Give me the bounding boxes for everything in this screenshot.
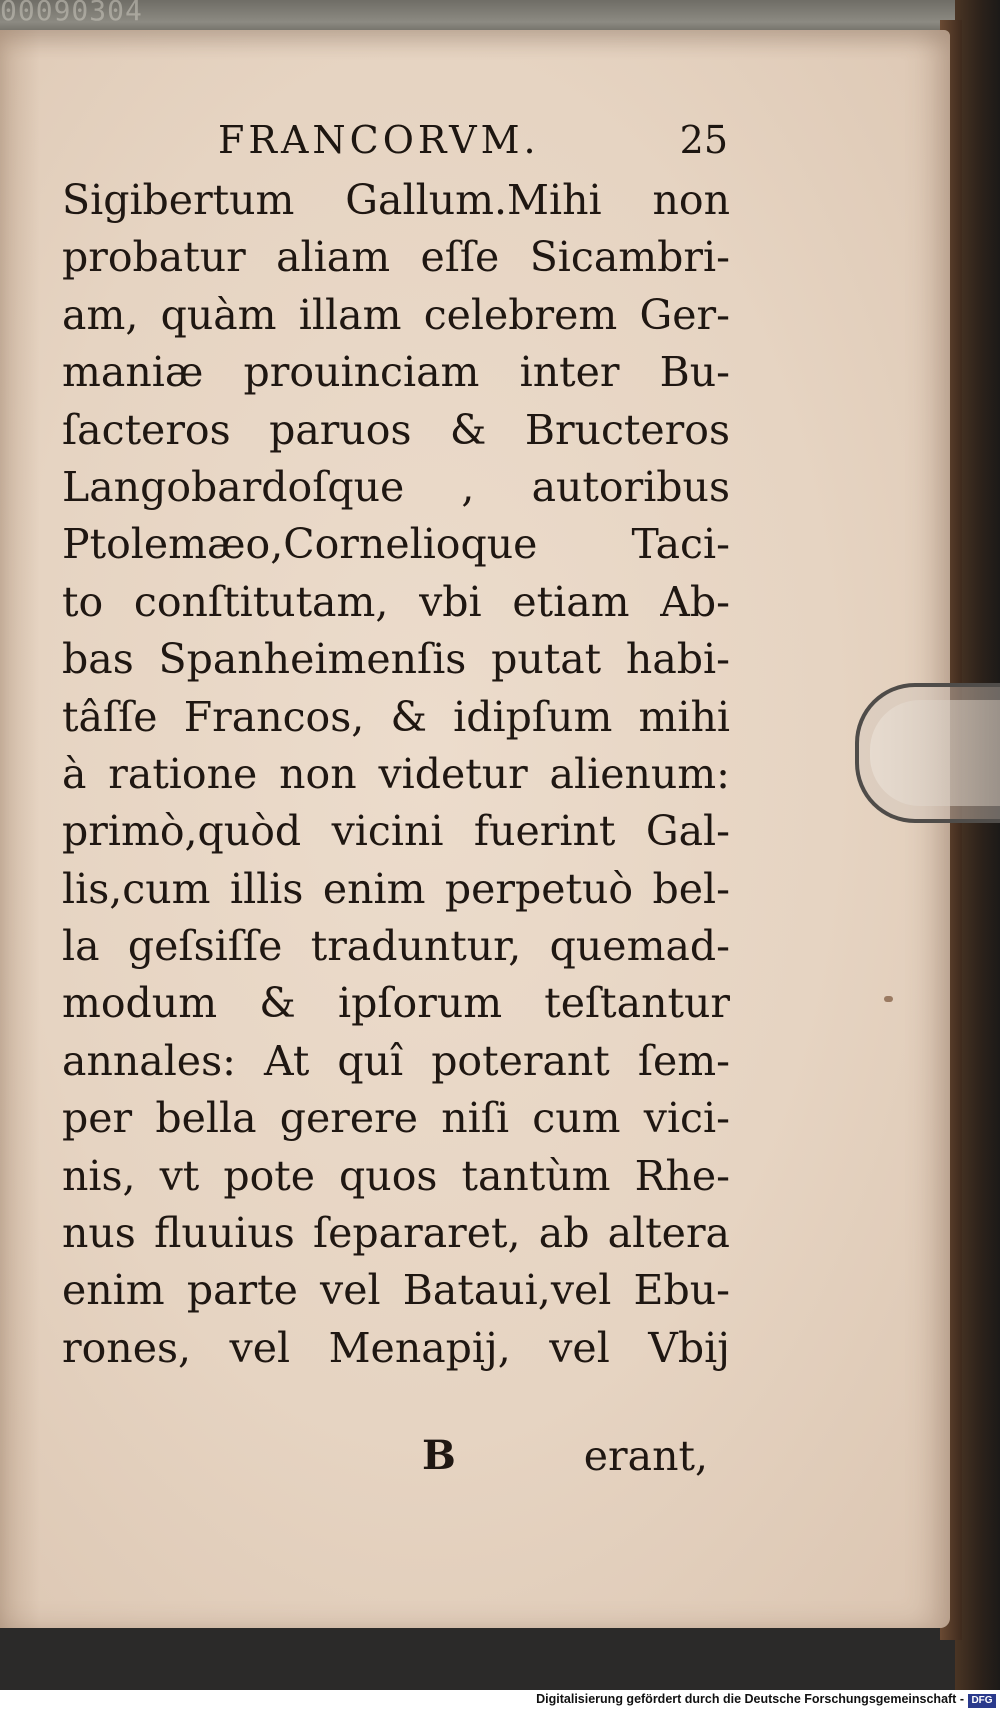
ink-spot (884, 996, 893, 1002)
text-line: à ratione non videtur alienum: (62, 749, 730, 798)
funding-credit: Digitalisierung gefördert durch die Deutsche Forschungsgemeinschaft - (536, 1692, 964, 1706)
text-line: Langobardoſque , autoribus (62, 462, 730, 511)
text-line: to conſtitutam, vbi etiam Ab- (62, 577, 730, 626)
page-gutter (0, 30, 40, 1628)
text-line: enim parte vel Bataui,vel Ebu- (62, 1266, 730, 1315)
text-line: modum & ipſorum teſtantur (62, 979, 730, 1028)
page-foot (62, 1432, 730, 1489)
body-text (62, 172, 730, 1377)
text-line: bas Spanheimenſis putat habi- (62, 635, 730, 684)
digitization-footer (0, 1690, 1000, 1712)
text-line: probatur aliam eſſe Sicambri- (62, 233, 730, 282)
text-line: Ptolemæo,Cornelioque Taci- (62, 520, 730, 569)
signature-mark: B (422, 1432, 456, 1479)
text-line: lis,cum illis enim perpetuò bel- (62, 864, 730, 913)
running-head (60, 118, 728, 178)
text-line: la geſsiſſe traduntur, quemad- (62, 922, 730, 971)
text-line: per bella gerere niſi cum vici- (62, 1094, 730, 1143)
text-line: am, quàm illam celebrem Ger- (62, 290, 730, 339)
text-line: tâſſe Francos, & idipſum mihi (62, 692, 730, 741)
bookmark-clip-glare (870, 700, 1000, 806)
text-line: primò,quòd vicini fuerint Gal- (62, 807, 730, 856)
dfg-logo-icon: DFG (968, 1694, 996, 1708)
text-line: Sigibertum Gallum.Mihi non (62, 176, 730, 224)
running-head-title: FRANCORVM. (218, 118, 540, 162)
text-line: annales: At quî poterant ſem- (62, 1036, 730, 1085)
text-line: rones, vel Menapij, vel Vbij (62, 1323, 730, 1372)
text-line: nus fluuius ſepararet, ab altera (62, 1209, 730, 1258)
page-number: 25 (679, 118, 728, 162)
text-line: ſacteros paruos & Bructeros (62, 405, 730, 454)
catalog-number: 00090304 (0, 0, 143, 27)
catchword: erant, (583, 1432, 708, 1480)
text-line: nis, vt pote quos tantùm Rhe- (62, 1151, 730, 1200)
text-line: maniæ prouinciam inter Bu- (62, 348, 730, 397)
